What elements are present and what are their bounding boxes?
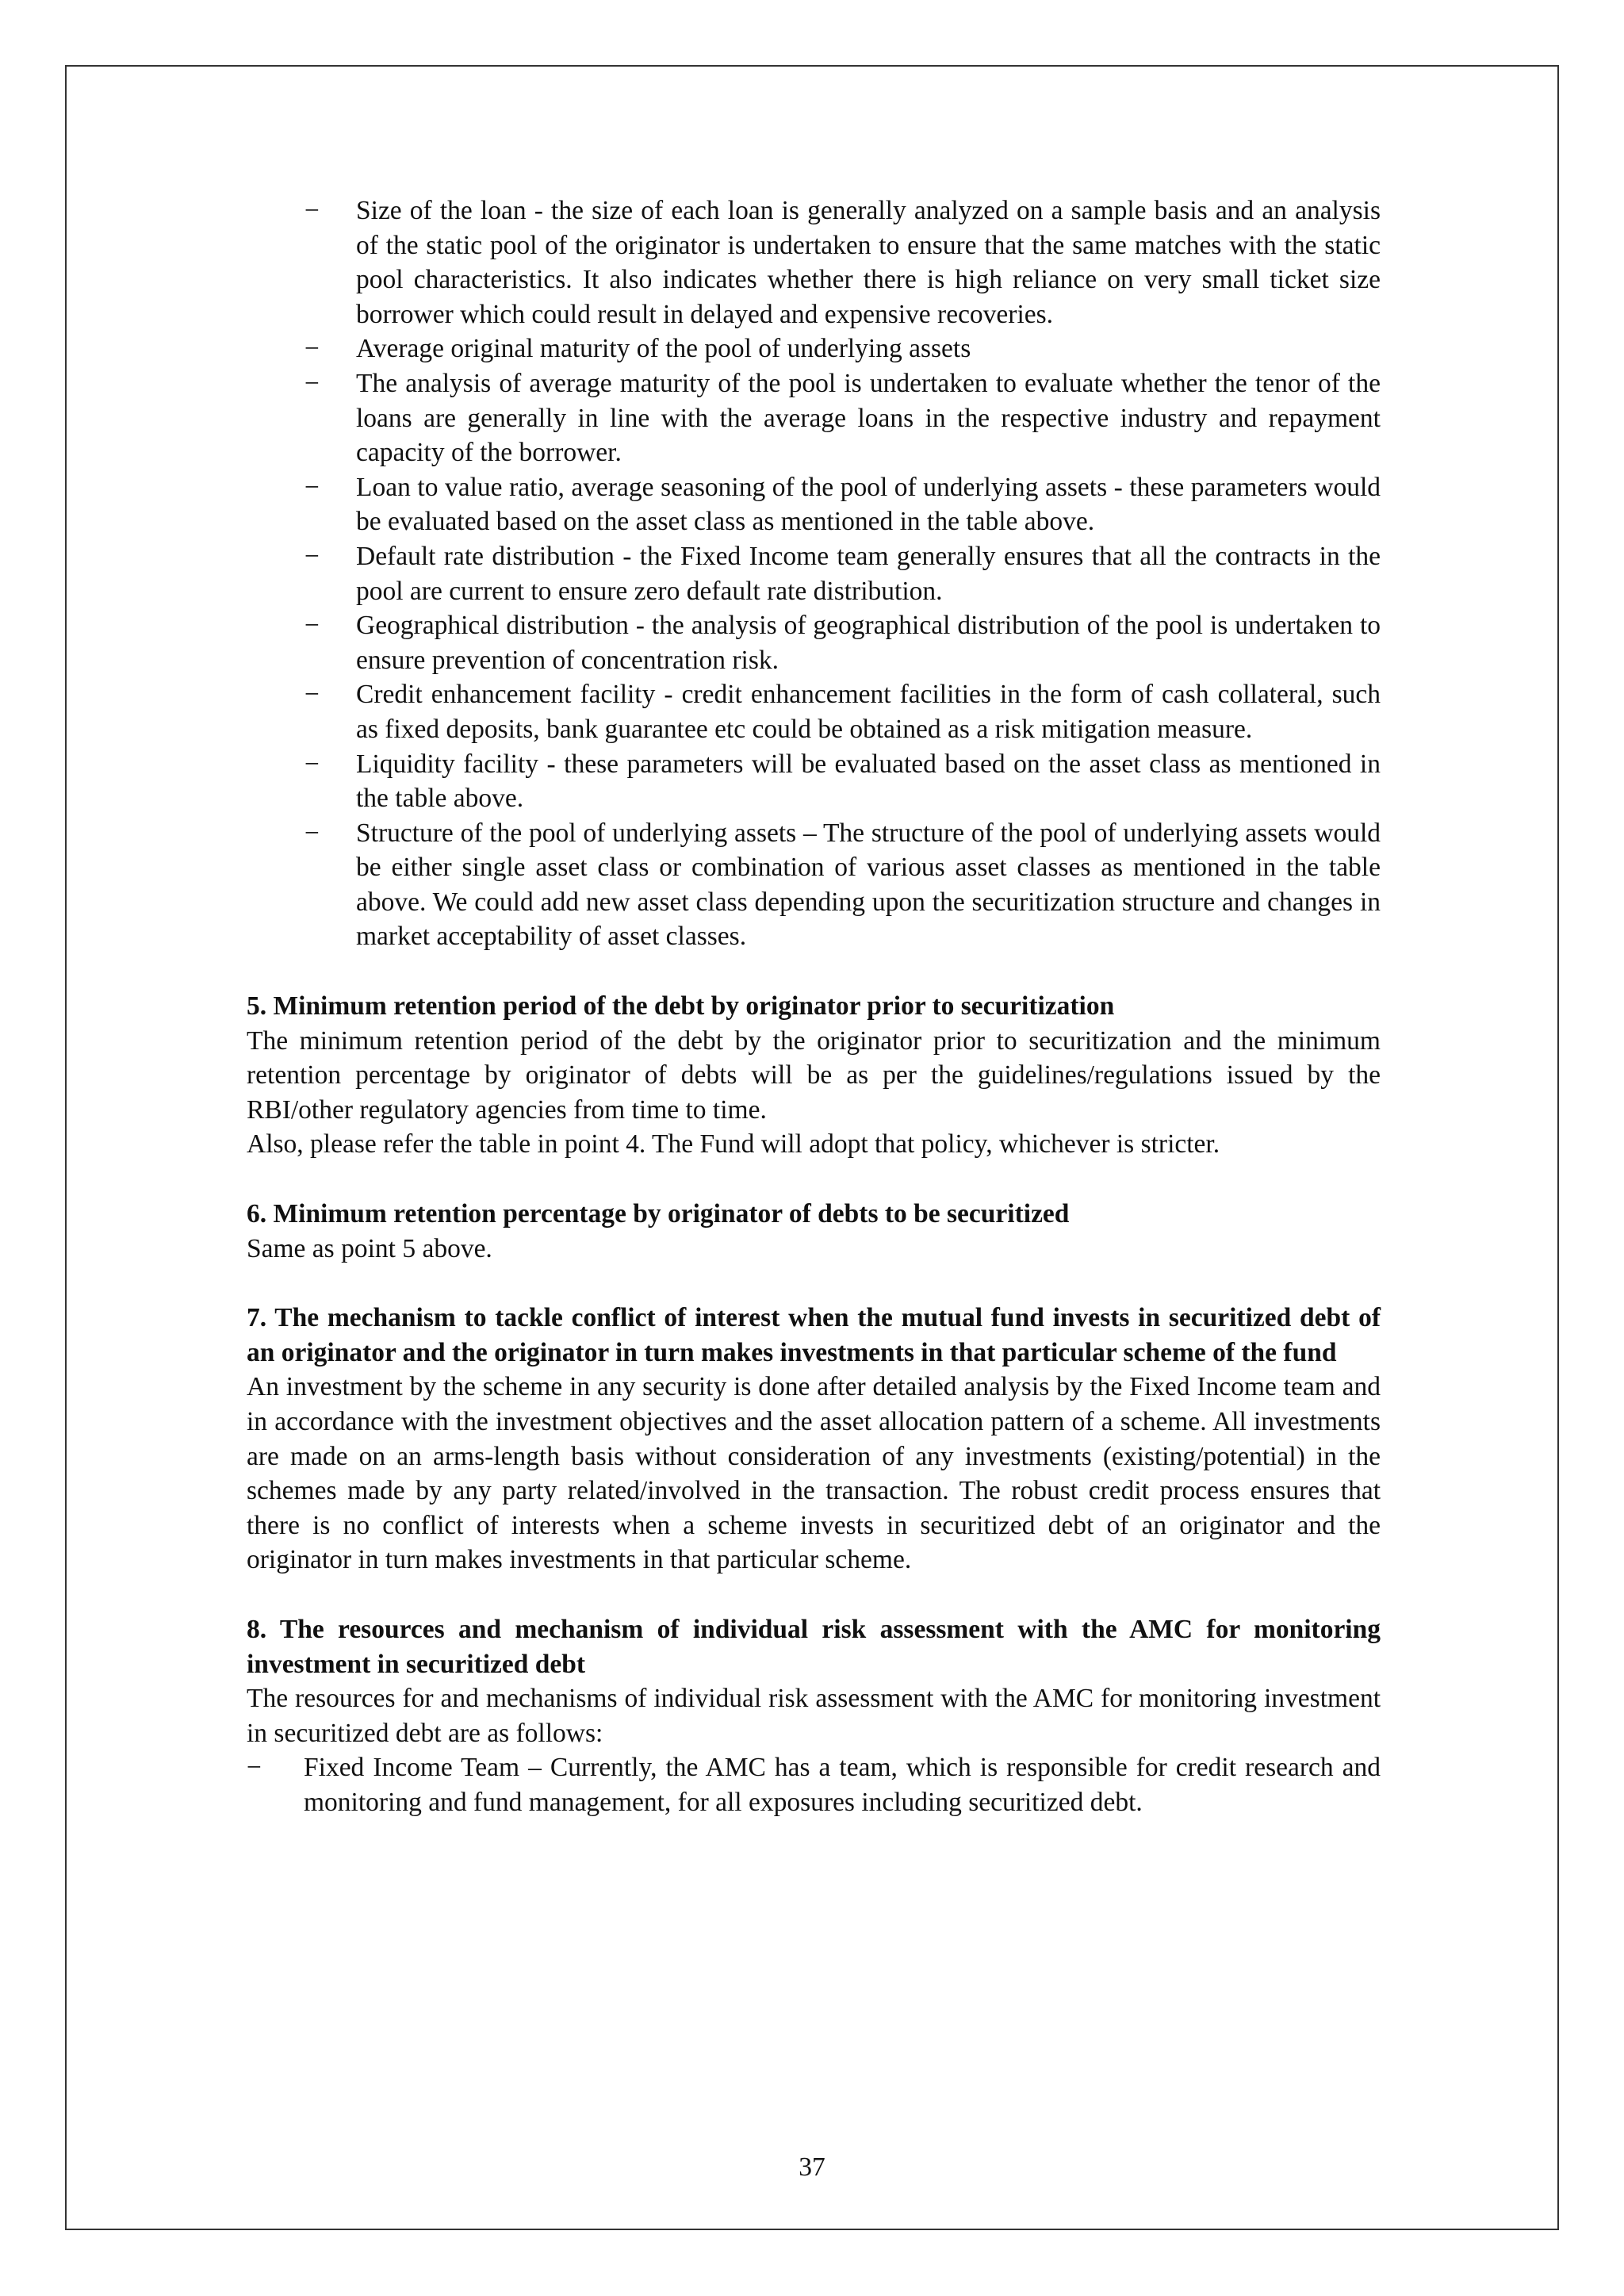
list-item-text: Fixed Income Team – Currently, the AMC has a team, which is responsible for credit research and monitoring and fund management, for all exposures including securitized debt. xyxy=(304,1753,1381,1817)
list-item-text: Structure of the pool of underlying assets – The structure of the pool of underlying assets would be either single asset class or combination of various asset classes as mentioned in the table above. We could add new asset class depending upon the securitization structure and changes in market acceptability of asset classes. xyxy=(356,818,1381,952)
section-7-heading: 7. The mechanism to tackle conflict of interest when the mutual fund invests in securitized debt of an originator and the originator in turn makes investments in that particular scheme of the fund xyxy=(247,1303,1381,1367)
dash-bullet: − xyxy=(304,818,320,848)
section-6-paragraph: Same as point 5 above. xyxy=(247,1233,492,1263)
list-item xyxy=(304,608,1381,677)
list-item xyxy=(304,677,1381,746)
section-5-paragraph: The minimum retention period of the debt by the originator prior to securitization and the minimum retention percentage by originator of debts will be as per the guidelines/regulations issued by the RBI/other regulatory agencies from time to time. xyxy=(247,1025,1381,1125)
list-item xyxy=(304,816,1381,954)
dash-bullet: − xyxy=(304,680,320,710)
list-item-text: Liquidity facility - these parameters will be evaluated based on the asset class as mentioned in the table above. xyxy=(356,749,1381,814)
list-item xyxy=(304,332,1381,366)
list-item xyxy=(304,470,1381,539)
list-item-text: Geographical distribution - the analysis of geographical distribution of the pool is undertaken to ensure prevention of concentration risk. xyxy=(356,611,1381,675)
list-item-text: Size of the loan - the size of each loan is generally analyzed on a sample basis and an analysis of the static pool of the originator is undertaken to ensure that the same matches with the static pool characteristics. It also indicates whether there is high reliance on very small ticket size borrower which could result in delayed and expensive recoveries. xyxy=(356,196,1381,329)
resources-list xyxy=(247,1750,1381,1819)
list-item xyxy=(304,747,1381,816)
section-7-paragraph: An investment by the scheme in any security is done after detailed analysis by the Fixed Income team and in accordance with the investment objectives and the asset allocation pattern of a scheme. All investments are made on an arms-length basis without consideration of any investments (existing/potential) in the schemes made by any party related/involved in the transaction. The robust credit process ensures that there is no conflict of interests when a scheme invests in securitized debt of an originator and the originator in turn makes investments in that particular scheme. xyxy=(247,1372,1381,1575)
list-item-text: Average original maturity of the pool of underlying assets xyxy=(356,334,971,364)
list-item xyxy=(304,366,1381,470)
dash-bullet: − xyxy=(304,196,320,225)
section-7 xyxy=(247,1301,1381,1577)
dash-bullet: − xyxy=(304,541,320,571)
section-6-heading: 6. Minimum retention percentage by originator of debts to be securitized xyxy=(247,1199,1070,1229)
section-6 xyxy=(247,1197,1381,1266)
dash-bullet: − xyxy=(304,334,320,364)
list-item xyxy=(247,1750,1381,1819)
page-number: 37 xyxy=(799,2152,825,2182)
pool-parameters-list xyxy=(247,194,1381,954)
list-item xyxy=(304,194,1381,332)
dash-bullet: − xyxy=(304,368,320,398)
list-item-text: Credit enhancement facility - credit enhancement facilities in the form of cash collateral, such as fixed deposits, bank guarantee etc could be obtained as a risk mitigation measure. xyxy=(356,680,1381,744)
dash-bullet: − xyxy=(247,1753,262,1783)
dash-bullet: − xyxy=(304,611,320,641)
section-5-paragraph: Also, please refer the table in point 4. The Fund will adopt that policy, whichever is stricter. xyxy=(247,1129,1220,1159)
list-item xyxy=(304,539,1381,608)
section-8-paragraph: The resources for and mechanisms of individual risk assessment with the AMC for monitoring investment in securitized debt are as follows: xyxy=(247,1684,1381,1748)
list-item-text: The analysis of average maturity of the pool is undertaken to evaluate whether the tenor of the loans are generally in line with the average loans in the respective industry and repayment capacity of the borrower. xyxy=(356,368,1381,468)
dash-bullet: − xyxy=(304,472,320,502)
list-item-text: Loan to value ratio, average seasoning of the pool of underlying assets - these parameters would be evaluated based on the asset class as mentioned in the table above. xyxy=(356,472,1381,537)
section-5-heading: 5. Minimum retention period of the debt by originator prior to securitization xyxy=(247,991,1115,1022)
document-body xyxy=(247,194,1381,1820)
list-item-text: Default rate distribution - the Fixed Income team generally ensures that all the contracts in the pool are current to ensure zero default rate distribution. xyxy=(356,541,1381,606)
section-8 xyxy=(247,1612,1381,1820)
section-8-heading: 8. The resources and mechanism of individual risk assessment with the AMC for monitoring investment in securitized debt xyxy=(247,1614,1381,1679)
dash-bullet: − xyxy=(304,749,320,779)
section-5 xyxy=(247,989,1381,1162)
